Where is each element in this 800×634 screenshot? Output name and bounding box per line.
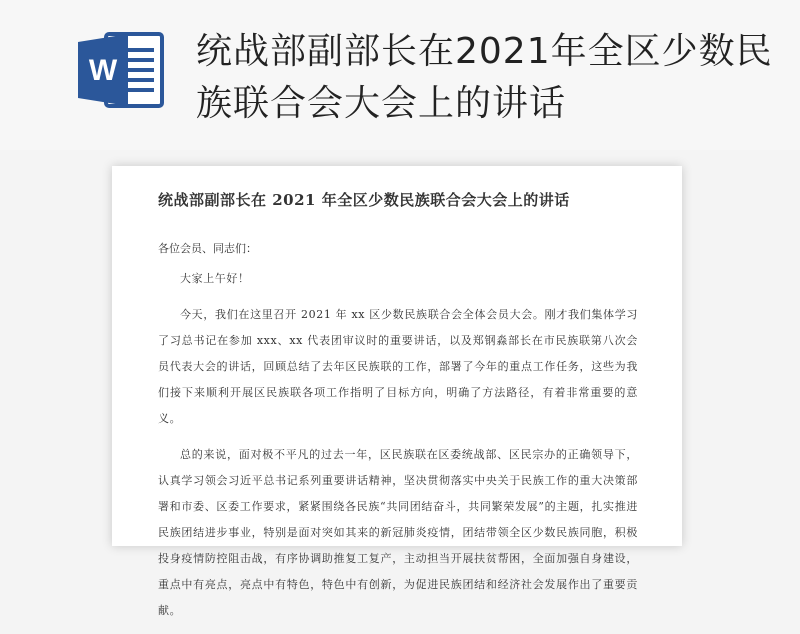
word-document-icon xyxy=(76,30,166,110)
header-banner xyxy=(0,0,800,150)
banner-title: 统战部副部长在2021年全区少数民族联合会大会上的讲话 xyxy=(196,31,773,124)
document-paragraph: 大家上午好！ xyxy=(180,272,250,285)
document-salutation: 各位会员、同志们： xyxy=(158,242,257,255)
document-page xyxy=(112,166,682,617)
svg-text:W: W xyxy=(88,54,118,87)
document-title: 统战部副部长在 2021 年全区少数民族联合会大会上的讲话 xyxy=(158,191,570,209)
document-content xyxy=(158,186,638,634)
document-paragraph: 总的来说，面对极不平凡的过去一年，区民族联在区委统战部、区民宗办的正确领导下，认真学习领会习近平总书记系列重要讲话精神，坚决贯彻落实中央关于民族工作的重大决策部署和市委、区委工作要求，紧紧围绕各民族“共同团结奋斗，共同繁荣发展”的主题，扎实推进民族团结进步事业，特别是面对突如其来的新冠肺炎疫情，团结带领全区少数民族同胞，积极投身疫情防控阻击战，有序协调助推复工复产，主动担当开展扶贫帮困，全面加强自身建设，重点中有亮点，亮点中有特色，特色中有创新，为促进民族团结和经济社会发展作出了重要贡献。 xyxy=(158,448,638,617)
document-paragraph: 今天，我们在这里召开 2021 年 xx 区少数民族联合会全体会员大会。刚才我们集体学习了习总书记在参加 xxx、xx 代表团审议时的重要讲话，以及郑钢淼部长在市民族联第八次会员代表大会的讲话，回顾总结了去年区民族联的工作，部署了今年的重点工作任务，这些为我们接下来顺利开展区民族联各项工作指明了目标方向，明确了方法路径，有着非常重要的意义。 xyxy=(158,308,638,425)
